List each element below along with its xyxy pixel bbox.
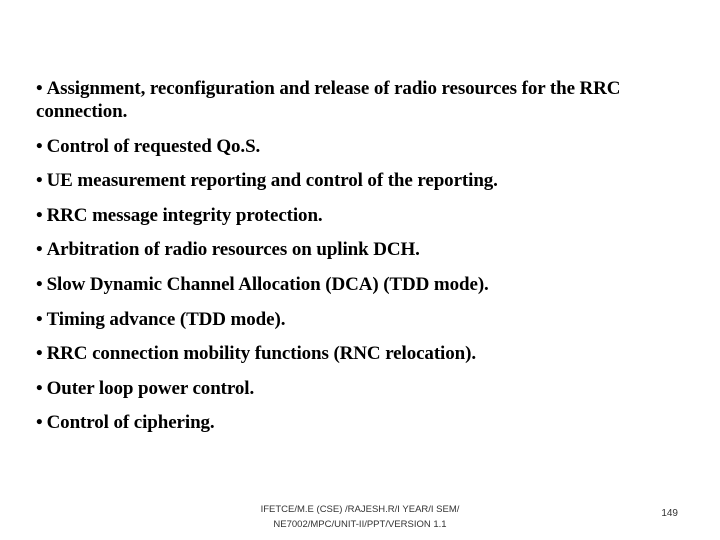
bullet-glyph: • (36, 412, 43, 434)
list-item (36, 204, 676, 227)
list-item (36, 377, 676, 400)
bullet-glyph: • (36, 135, 43, 157)
footer-line-1: IFETCE/M.E (CSE) /RAJESH.R/I YEAR/I SEM/ (260, 504, 460, 515)
page-number: 149 (661, 508, 678, 519)
list-item (36, 308, 676, 331)
list-item-text: Control of requested Qo.S. (46, 135, 261, 157)
list-item-text: RRC connection mobility functions (RNC relocation). (46, 343, 476, 365)
slide-footer (240, 502, 480, 532)
list-item-text: UE measurement reporting and control of the reporting. (46, 170, 498, 192)
list-item-text: RRC message integrity protection. (46, 204, 323, 226)
list-item (36, 238, 676, 261)
list-item (36, 411, 676, 434)
bullet-glyph: • (36, 273, 43, 295)
list-item (36, 135, 676, 158)
list-item (36, 273, 676, 296)
bullet-glyph: • (36, 78, 43, 99)
bullet-glyph: • (36, 204, 43, 226)
bullet-glyph: • (36, 377, 43, 399)
list-item-text: Timing advance (TDD mode). (46, 308, 286, 330)
list-item-text: Control of ciphering. (46, 412, 215, 434)
bullet-glyph: • (36, 239, 43, 261)
bullet-glyph: • (36, 170, 43, 192)
list-item-text: Outer loop power control. (46, 377, 255, 399)
bullet-glyph: • (36, 343, 43, 365)
list-item-text: Assignment, reconfiguration and release of radio resources for the RRC connection. (36, 78, 621, 122)
footer-line-2: NE7002/MPC/UNIT-II/PPT/VERSION 1.1 (273, 519, 447, 530)
list-item-text: Arbitration of radio resources on uplink DCH. (46, 239, 420, 261)
list-item-text: Slow Dynamic Channel Allocation (DCA) (TDD mode). (46, 273, 489, 295)
list-item (36, 169, 676, 192)
bullet-glyph: • (36, 308, 43, 330)
list-item (36, 342, 676, 365)
list-item (36, 77, 676, 123)
bullet-list (36, 77, 676, 446)
